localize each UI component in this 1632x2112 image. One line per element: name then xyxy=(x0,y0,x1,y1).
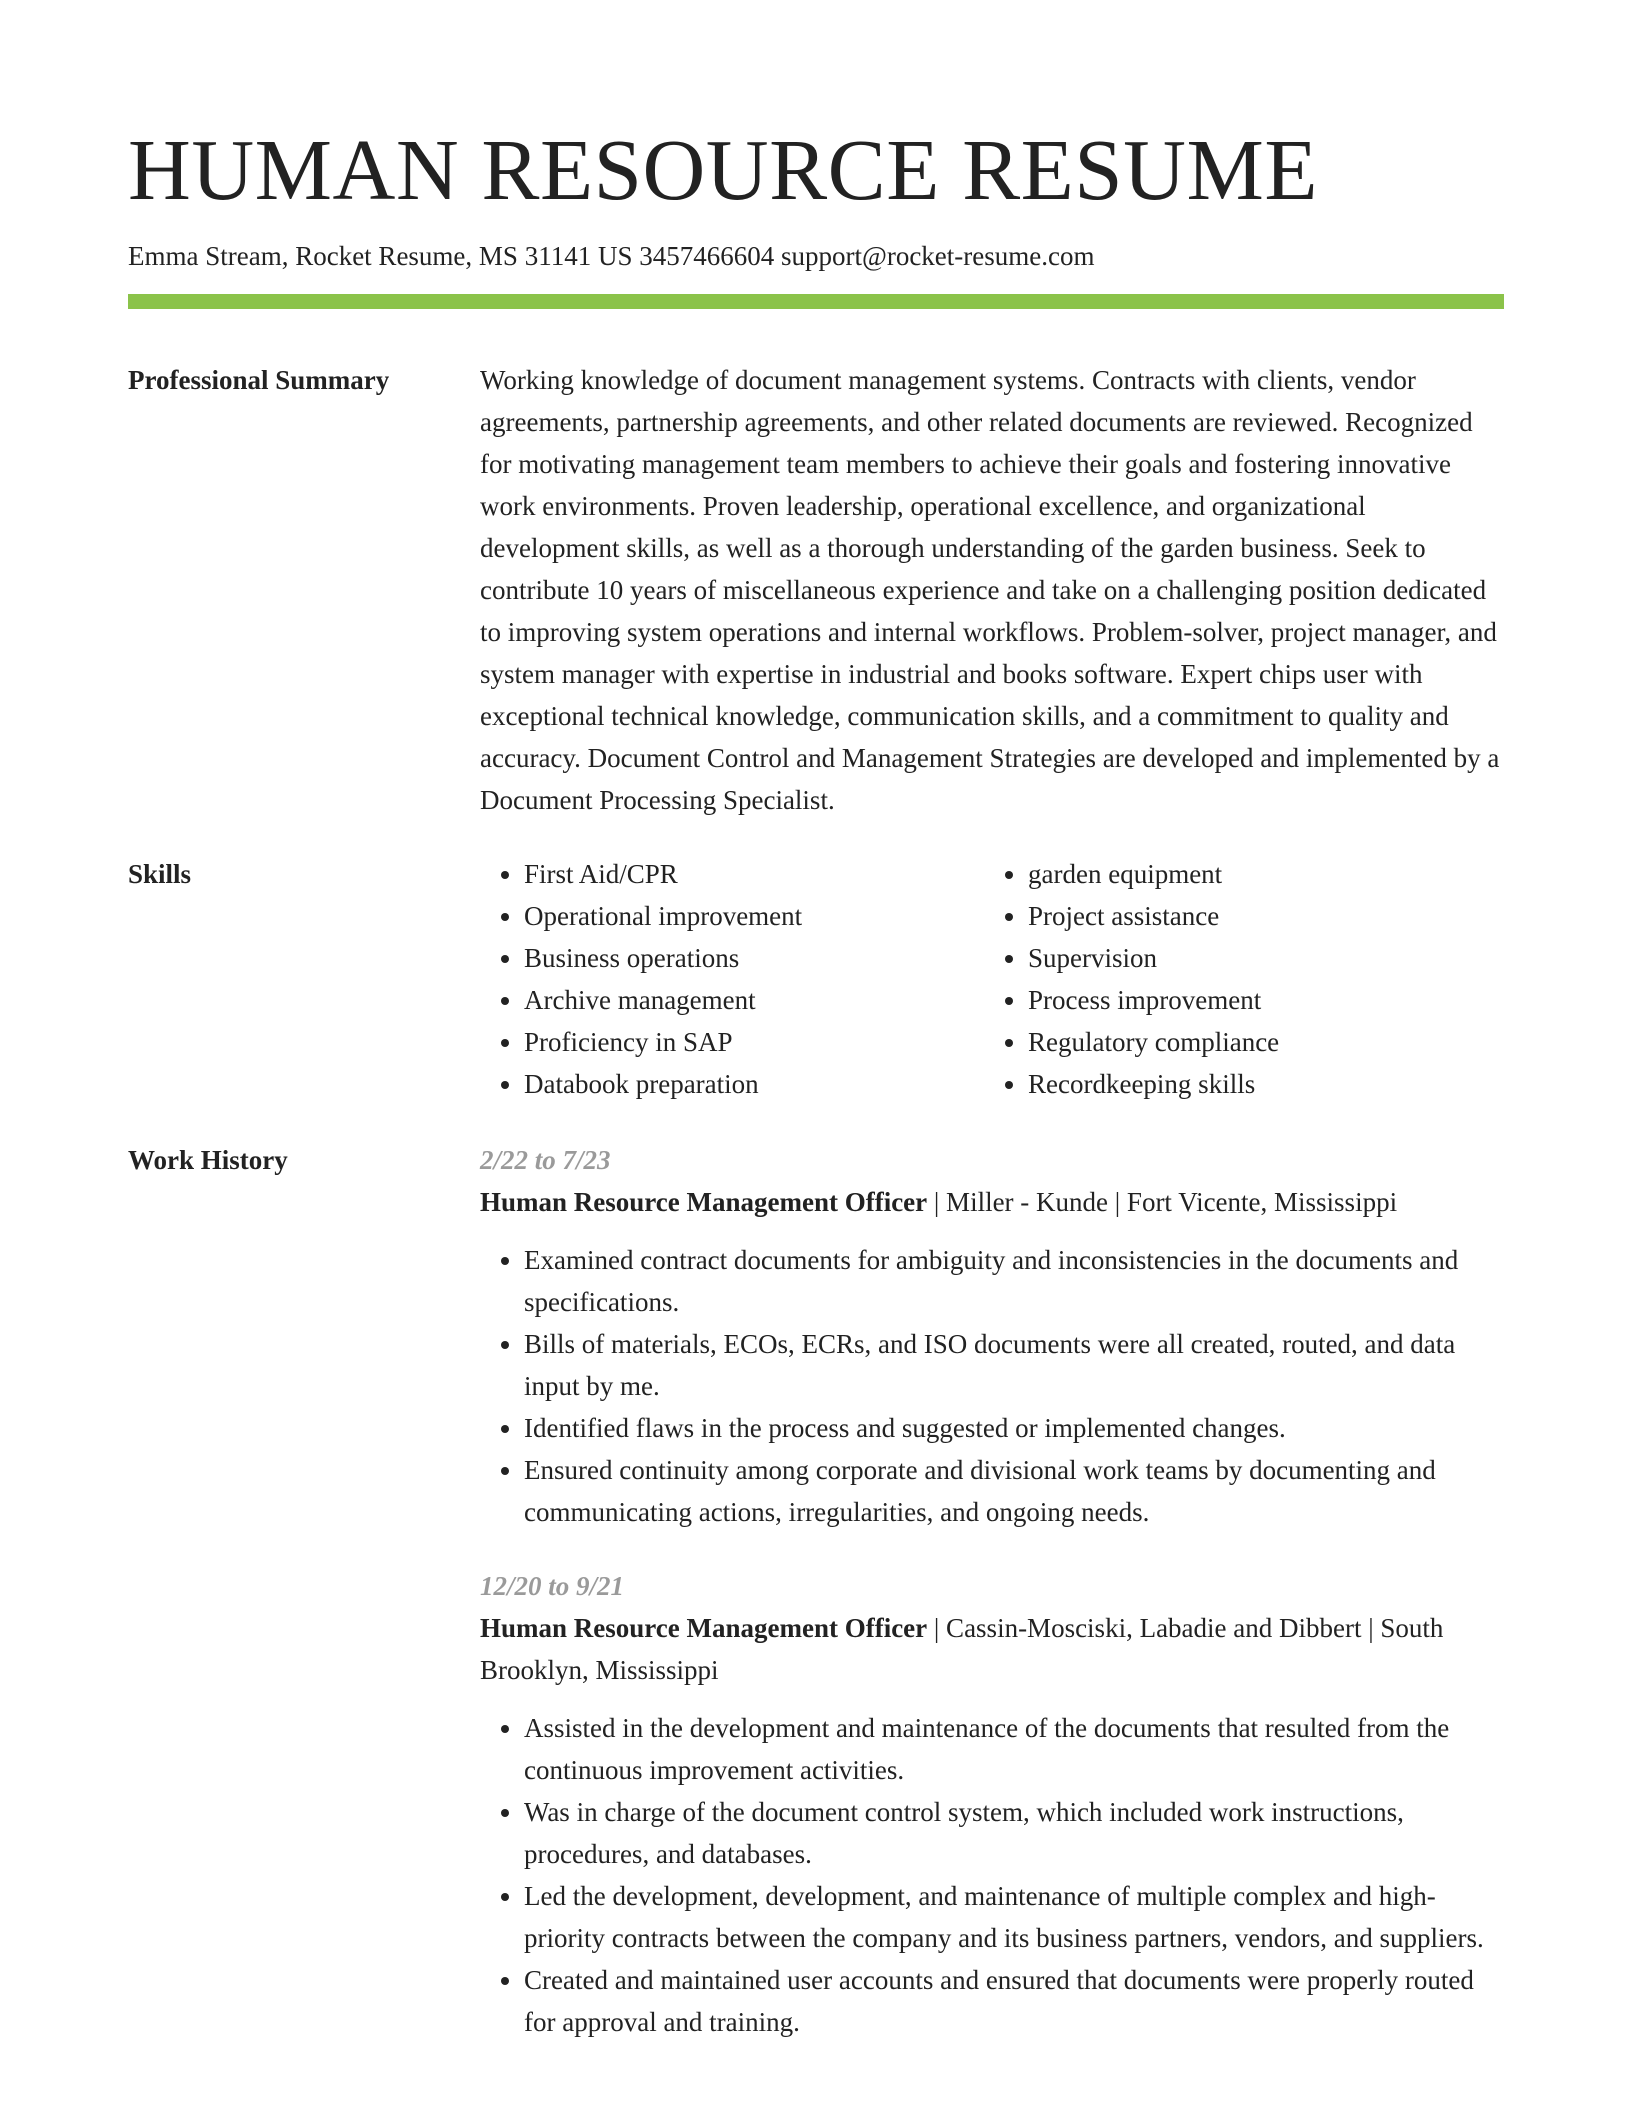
skill-item: • garden equipment xyxy=(1028,853,1488,895)
skills-section xyxy=(128,853,1504,1105)
job-duty-item: • Was in charge of the document control system, which included work instructions, procedures, and databases. xyxy=(524,1791,1504,1875)
job-duty-item: • Led the development, development, and maintenance of multiple complex and high-priority contracts between the company and its business partners, vendors, and suppliers. xyxy=(524,1875,1504,1959)
skill-item: • Databook preparation xyxy=(524,1063,984,1105)
work-history-body xyxy=(480,1139,1504,2043)
summary-text: Working knowledge of document management systems. Contracts with clients, vendor agreements, partnership agreements, and other related documents are reviewed. Recognized for motivating management team members to achieve their goals and fostering innovative work environments. Proven leadership, operational excellence, and organizational development skills, as well as a thorough understanding of the garden business. Seek to contribute 10 years of miscellaneous experience and take on a challenging position dedicated to improving system operations and internal workflows. Problem-solver, project manager, and system manager with expertise in industrial and books software. Expert chips user with exceptional technical knowledge, communication skills, and a commitment to quality and accuracy. Document Control and Management Strategies are developed and implemented by a Document Processing Specialist. xyxy=(480,365,1500,815)
job-duty-item: • Assisted in the development and maintenance of the documents that resulted from the continuous improvement activities. xyxy=(524,1707,1504,1791)
job-duty-item: • Created and maintained user accounts and ensured that documents were properly routed for approval and training. xyxy=(524,1959,1504,2043)
job-dates: 12/20 to 9/21 xyxy=(480,1571,625,1601)
job-heading xyxy=(480,1607,1504,1691)
job-duties-list xyxy=(480,1707,1504,2043)
skills-heading: Skills xyxy=(128,859,192,889)
skill-item: • Business operations xyxy=(524,937,984,979)
work-history-heading: Work History xyxy=(128,1145,288,1175)
skill-item: • Regulatory compliance xyxy=(1028,1021,1488,1063)
job-duty-item: • Identified flaws in the process and suggested or implemented changes. xyxy=(524,1407,1504,1449)
skill-item: • Supervision xyxy=(1028,937,1488,979)
job-entry xyxy=(480,1139,1504,1533)
skill-item: • First Aid/CPR xyxy=(524,853,984,895)
job-entry xyxy=(480,1565,1504,2043)
accent-divider xyxy=(128,294,1504,309)
job-employer-location: | Cassin-Mosciski, Labadie and Dibbert | South Brooklyn, Mississippi xyxy=(480,1613,1444,1685)
summary-section xyxy=(128,359,1504,821)
job-title: Human Resource Management Officer xyxy=(480,1613,928,1643)
summary-heading: Professional Summary xyxy=(128,365,390,395)
skills-body xyxy=(480,853,1504,1105)
contact-line: Emma Stream, Rocket Resume, MS 31141 US 3457466604 support@rocket-resume.com xyxy=(128,241,1095,271)
skill-item: • Archive management xyxy=(524,979,984,1021)
skill-item: • Operational improvement xyxy=(524,895,984,937)
skills-columns xyxy=(480,853,1504,1105)
job-duty-item: • Examined contract documents for ambiguity and inconsistencies in the documents and specifications. xyxy=(524,1239,1504,1323)
job-duty-item: • Bills of materials, ECOs, ECRs, and ISO documents were all created, routed, and data input by me. xyxy=(524,1323,1504,1407)
job-duties-list xyxy=(480,1239,1504,1533)
skills-list-left xyxy=(480,853,984,1105)
skill-item: • Recordkeeping skills xyxy=(1028,1063,1488,1105)
job-duty-item: • Ensured continuity among corporate and divisional work teams by documenting and communicating actions, irregularities, and ongoing needs. xyxy=(524,1449,1504,1533)
work-history-section xyxy=(128,1139,1504,2043)
resume-title: HUMAN RESOURCE RESUME xyxy=(128,121,1318,218)
job-title: Human Resource Management Officer xyxy=(480,1187,928,1217)
job-dates: 2/22 to 7/23 xyxy=(480,1145,611,1175)
job-heading xyxy=(480,1181,1504,1223)
skill-item: • Project assistance xyxy=(1028,895,1488,937)
skill-item: • Proficiency in SAP xyxy=(524,1021,984,1063)
skill-item: • Process improvement xyxy=(1028,979,1488,1021)
skills-list-right xyxy=(984,853,1488,1105)
job-employer-location: | Miller - Kunde | Fort Vicente, Mississippi xyxy=(927,1187,1398,1217)
